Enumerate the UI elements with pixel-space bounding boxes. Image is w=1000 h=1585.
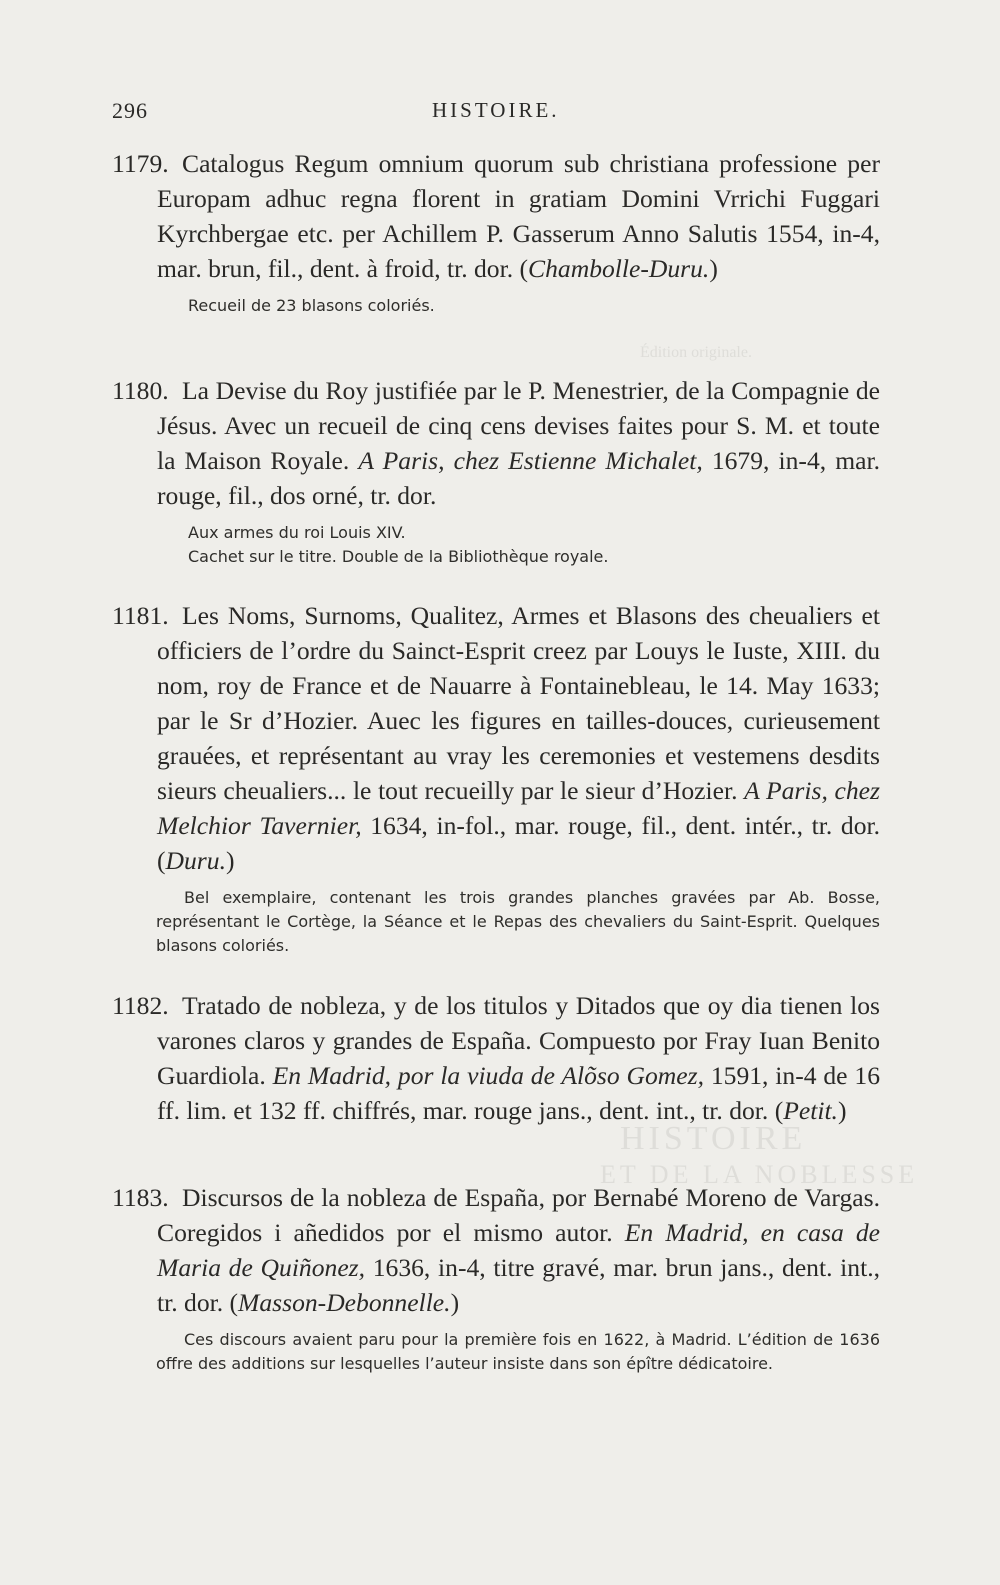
entry-text [112, 598, 880, 878]
binder-name: Masson-Debonnelle. [238, 1288, 451, 1317]
catalog-entry-1182 [112, 988, 880, 1128]
entry-text-tail: ) [709, 254, 718, 283]
entry-number: 1182. [112, 991, 169, 1020]
bleed-through-text: HISTOIRE [620, 1120, 807, 1157]
binder-name: Duru. [165, 846, 226, 875]
imprint: A Paris, chez Estienne Michalet, [358, 446, 703, 475]
entry-note [156, 521, 880, 569]
catalog-entry-1180 [112, 373, 880, 569]
running-head: HISTOIRE. [432, 98, 560, 122]
entry-text-tail: ) [225, 846, 235, 875]
entry-number: 1179. [112, 149, 169, 178]
imprint: En Madrid, por la viuda de Alõso Gomez, [272, 1061, 704, 1090]
entry-description: Discursos de la nobleza de España, por Bernabé Moreno de Vargas. Coregidos i añedidos por el mismo autor. [157, 1183, 880, 1247]
bleed-through-text: ET DE LA NOBLESSE [600, 1160, 919, 1189]
note-line: Recueil de 23 blasons coloriés. [188, 296, 435, 315]
entry-text [112, 1180, 880, 1320]
entry-text-tail: ) [450, 1288, 460, 1317]
note-paragraph: Bel exemplaire, contenant les trois grandes planches gravées par Ab. Bosse, représentant le Cortège, la Séance et le Repas des chevaliers du Saint-Esprit. Quelques blasons coloriés. [156, 888, 880, 955]
entry-description: La Devise du Roy justifiée par le P. Menestrier, de la Compagnie de Jésus. Avec un recueil de cinq cens devises faites pour S. M. et toute la Maison Royale. [157, 376, 880, 475]
entry-note [156, 294, 880, 318]
bleed-through-text: Édition originale. [640, 344, 752, 361]
imprint: En Madrid, en casa de Maria de Quiñonez, [157, 1218, 881, 1282]
note-line: Aux armes du roi Louis XIV. [188, 523, 406, 542]
entry-description: Tratado de nobleza, y de los titulos y Ditados que oy dia tienen los varones claros y grandes de España. Compuesto por Fray Iuan Benito Guardiola. [157, 991, 880, 1090]
entry-note [156, 886, 880, 958]
page-number: 296 [112, 98, 148, 123]
note-paragraph: Ces discours avaient paru pour la première fois en 1622, à Madrid. L’édition de 1636 offre des additions sur lesquelles l’auteur insiste dans son épître dédicatoire. [156, 1330, 880, 1373]
note-line: Cachet sur le titre. Double de la Bibliothèque royale. [188, 547, 609, 566]
catalog-entry-1181 [112, 598, 880, 958]
catalog-entry-1183 [112, 1180, 880, 1376]
entry-text [112, 988, 880, 1128]
entry-number: 1180. [112, 376, 169, 405]
entry-text-middle: 1591, in-4 de 16 ff. lim. et 132 ff. chiffrés, mar. rouge jans., dent. int., tr. dor. ( [157, 1061, 880, 1125]
imprint: A Paris, chez Melchior Tavernier, [157, 776, 880, 840]
binder-name: Chambolle-Duru. [528, 254, 710, 283]
entry-text-middle: 1634, in-fol., mar. rouge, fil., dent. intér., tr. dor. ( [157, 811, 880, 875]
entry-description: Les Noms, Surnoms, Qualitez, Armes et Blasons des cheualiers et officiers de l’ordre du Sainct-Esprit creez par Louys le Iuste, XIII. du nom, roy de France et de Nauarre à Fontainebleau, le 14. May 1633; par le Sr d’Hozier. Auec les figures en tailles-douces, curieusement grauées, et représentant au vray les ceremonies et vestemens desdits sieurs cheualiers... le tout recueilly par le sieur d’Hozier. [157, 601, 880, 805]
page-header [112, 98, 872, 128]
entry-note [156, 1328, 880, 1376]
entry-description: Catalogus Regum omnium quorum sub christiana professione per Europam adhuc regna florent in gratiam Domini Vrrichi Fuggari Kyrchbergae etc. per Achillem P. Gasserum Anno Salutis 1554, in-4, mar. brun, fil., dent. à froid, tr. dor. ( [157, 149, 880, 283]
catalog-entry-1179 [112, 146, 880, 318]
entry-text [112, 146, 880, 286]
entry-text [112, 373, 880, 513]
entry-text-middle: 1636, in-4, titre gravé, mar. brun jans., dent. int., tr. dor. ( [157, 1253, 880, 1317]
binder-name: Petit. [783, 1096, 838, 1125]
entry-number: 1183. [112, 1183, 169, 1212]
entry-number: 1181. [112, 601, 169, 630]
entry-text-tail: ) [837, 1096, 847, 1125]
entry-text-tail: 1679, in-4, mar. rouge, fil., dos orné, tr. dor. [157, 446, 880, 510]
